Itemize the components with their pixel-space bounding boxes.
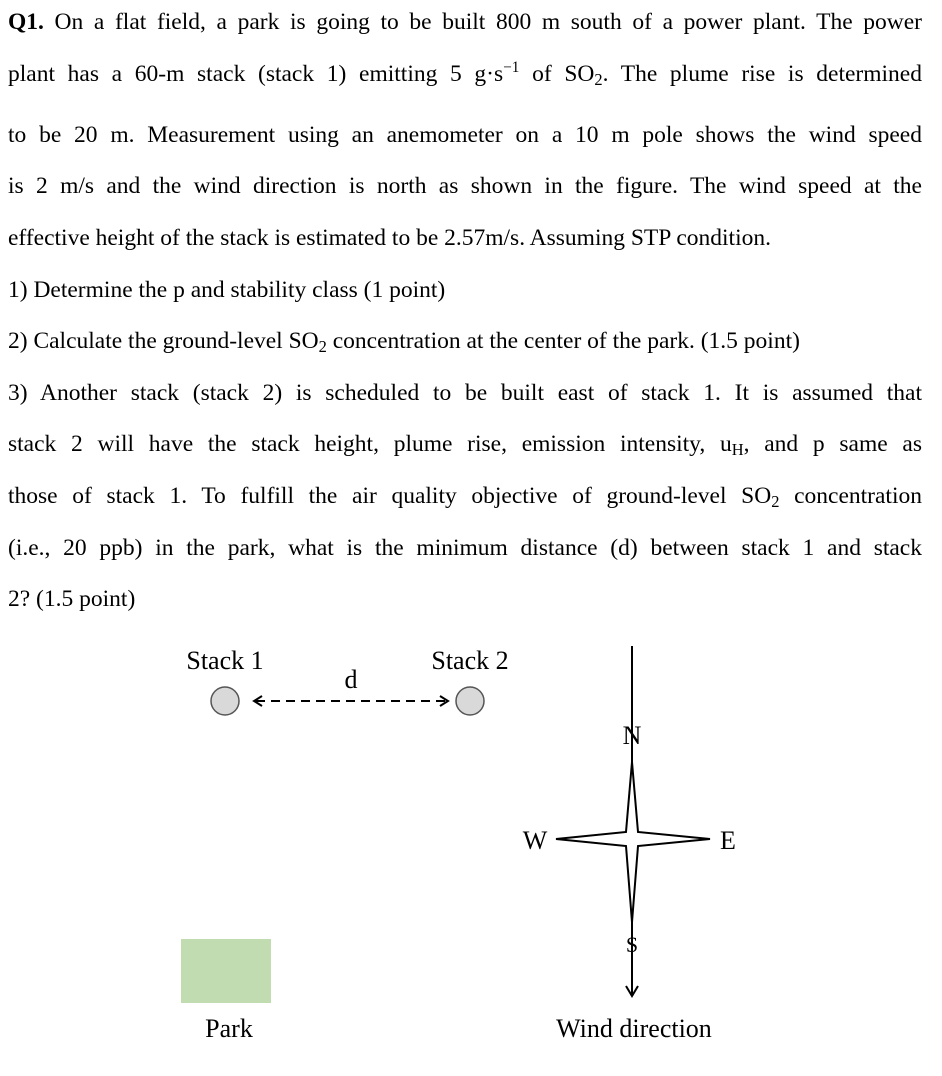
wind-direction-label: Wind direction — [556, 1014, 712, 1043]
compass-north: N — [622, 721, 642, 750]
question-line-2: plant has a 60-m stack (stack 1) emitting 5 $g\cdot s^{-1}$ of $SO_2$. The plume rise is determined — [8, 58, 922, 90]
part-3-line-2: stack 2 will have the stack height, plume rise, emission intensity, $u_H$, and p same as — [8, 431, 922, 460]
question-line-1: Q1. On a flat field, a park is going to be built 800 m south of a power plant. The power — [8, 9, 922, 35]
stack-2-marker — [456, 687, 484, 715]
compass-west: W — [522, 826, 548, 855]
part-3-line-4: (i.e., 20 ppb) in the park, what is the minimum distance (d) between stack 1 and stack — [8, 535, 922, 561]
part-3-line-5: 2? (1.5 point) — [8, 586, 136, 612]
distance-arrow — [254, 696, 448, 706]
question-number: Q1. — [8, 9, 44, 35]
part-3-line-3: those of stack 1. To fulfill the air quality objective of ground-level $SO_2$ concentration — [8, 483, 922, 512]
question-line-4: is 2 m/s and the wind direction is north as shown in the figure. The wind speed at the — [8, 173, 922, 199]
question-line-5: effective height of the stack is estimated to be 2.57m/s. Assuming STP condition. — [8, 225, 771, 251]
question-line-3: to be 20 m. Measurement using an anemometer on a 10 m pole shows the wind speed — [8, 122, 922, 148]
compass-south: S — [625, 932, 639, 957]
compass-star-icon — [556, 762, 710, 922]
stack-1-label: Stack 1 — [186, 646, 264, 675]
distance-label: d — [344, 665, 358, 694]
park-label: Park — [205, 1014, 253, 1043]
stack-1-marker — [211, 687, 239, 715]
compass-rose — [523, 646, 736, 996]
park-area — [181, 939, 271, 1003]
part-3-line-1: 3) Another stack (stack 2) is scheduled to be built east of stack 1. It is assumed that — [8, 380, 922, 406]
compass-east: E — [720, 826, 736, 855]
part-1: 1) Determine the p and stability class (1 point) — [8, 277, 446, 303]
part-2: 2) Calculate the ground-level $SO_2$ concentration at the center of the park. (1.5 point) — [8, 328, 800, 357]
stack-2-label: Stack 2 — [431, 646, 509, 675]
